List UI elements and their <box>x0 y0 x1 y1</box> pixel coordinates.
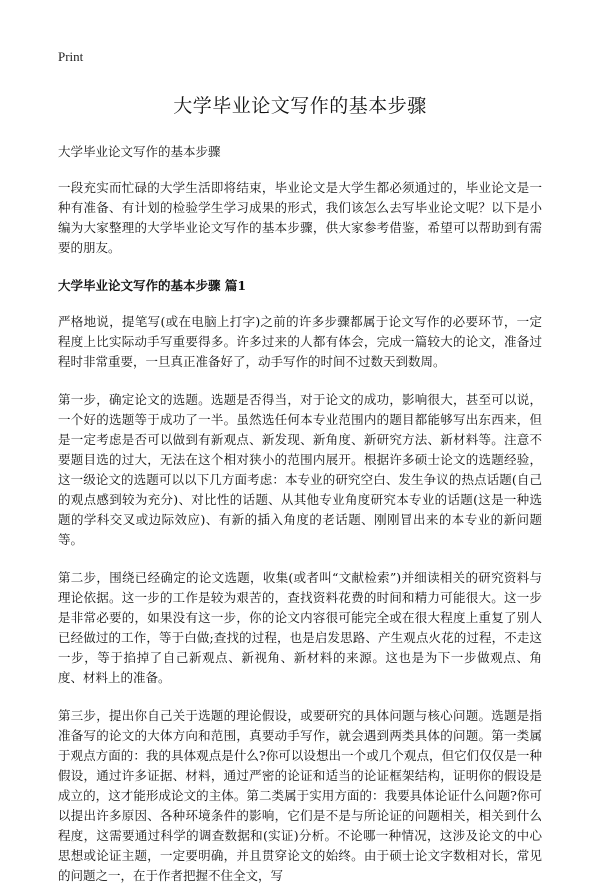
page-title: 大学毕业论文写作的基本步骤 <box>173 95 427 117</box>
section-heading: 大学毕业论文写作的基本步骤 篇1 <box>58 278 247 293</box>
body-paragraph: 第一步，确定论文的选题。选题是否得当，对于论文的成功，影响很大，甚至可以说，一个好的选题等于成功了一半。虽然选任何本专业范围内的题目都能够写出东西来，但是一定考虑是否可以做到有新观点、新发现、新角度、新研究方法、新材料等。注意不要题目选的过大，无法在这个相对狭小的范围内展开。根据许多硕士论文的选题经验，这一级论文的选题可以以下几方面考虑：本专业的研究空白、发生争议的热点话题(自己的观点感到较为充分)、对比性的话题、从其他专业角度研究本专业的话题(这是一种选题的学科交叉或边际效应)、有新的插入角度的老话题、刚刚冒出来的本专业的新问题等。 <box>58 392 542 547</box>
body-paragraph: 第三步，提出你自己关于选题的理论假设，或要研究的具体问题与核心问题。选题是指准备写的论文的大体方向和范围，真要动手写作，就会遇到两类具体的问题。第一类属于观点方面的：我的具体观点是什么?你可以设想出一个或几个观点，但它们仅仅是一种假设，通过许多证据、材料，通过严密的论证和适当的论证框架结构，证明你的假设是成立的，这才能形成论文的主体。第二类属于实用方面的：我要具体论证什么问题?你可以提出许多原因、各种环境条件的影响，它们是不是与所论证的问题相关，相关到什么程度，这需要通过科学的调查数据和(实证)分析。不论哪一种情况，这涉及论文的中心思想或论证主题，一定要明确，并且贯穿论文的始终。由于硕士论文字数相对长，常见的问题之一，在于作者把握不住全文，写 <box>58 708 542 883</box>
print-link[interactable]: Print <box>58 49 84 64</box>
document-subtitle: 大学毕业论文写作的基本步骤 <box>58 144 221 159</box>
intro-paragraph: 一段充实而忙碌的大学生活即将结束，毕业论文是大学生都必须通过的，毕业论文是一种有准备、有计划的检验学生学习成果的形式，我们该怎么去写毕业论文呢？以下是小编为大家整理的大学毕业论文写作的基本步骤，供大家参考借鉴，希望可以帮助到有需要的朋友。 <box>58 180 542 255</box>
body-paragraph: 第二步，围绕已经确定的论文选题，收集(或者叫“文献检索”)并细读相关的研究资料与理论依据。这一步的工作是较为艰苦的，查找资料花费的时间和精力可能很大。这一步是非常必要的，如果没有这一步，你的论文内容很可能完全或在很大程度上重复了别人已经做过的工作，等于白做;查找的过程，也是启发思路、产生观点火花的过程，不走这一步，等于掐掉了自己新观点、新视角、新材料的来源。这也是为下一步做观点、角度、材料上的准备。 <box>58 570 542 685</box>
body-paragraph: 严格地说，提笔写(或在电脑上打字)之前的许多步骤都属于论文写作的必要环节，一定程度上比实际动手写重要得多。许多过来的人都有体会，完成一篇较大的论文，准备过程时非常重要，一旦真正准备好了，动手写作的时间不过数天到数周。 <box>58 314 542 369</box>
